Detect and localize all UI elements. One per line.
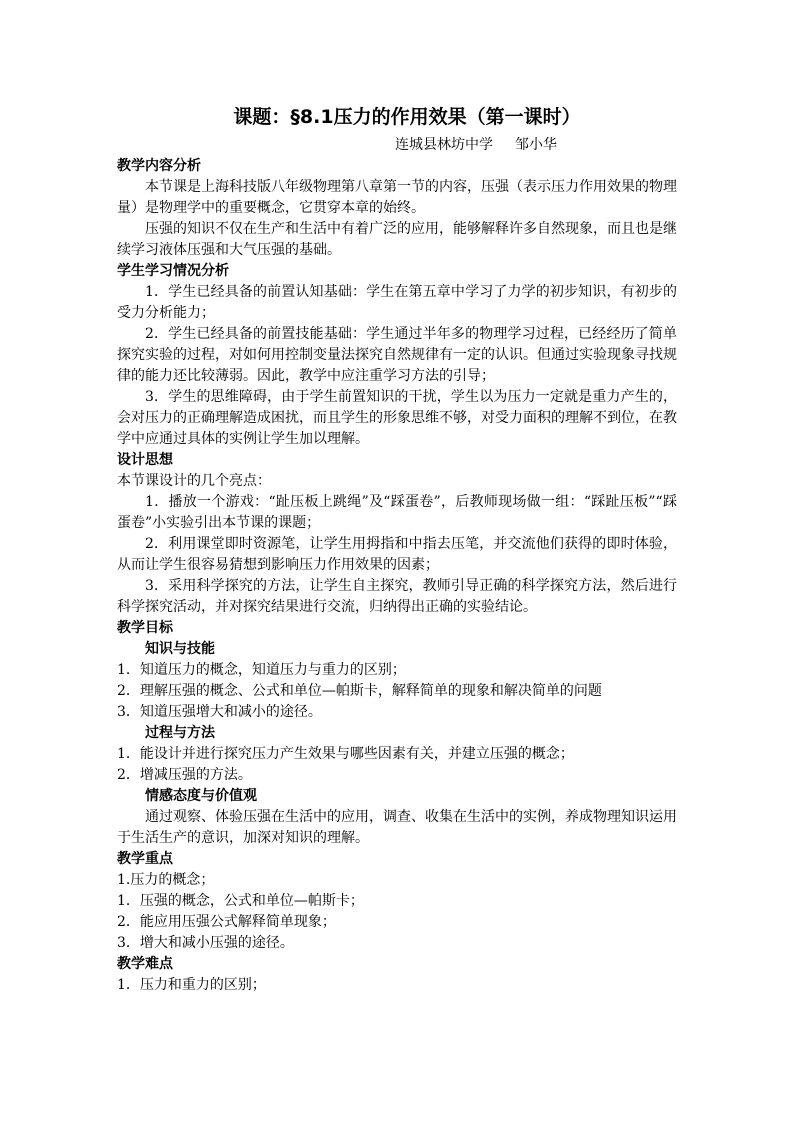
list-item: 1．压强的概念，公式和单位—帕斯卡； — [117, 893, 364, 909]
paragraph: 本节课是上海科技版八年级物理第八章第一节的内容，压强（表示压力作用效果的物理量）是物理学中的重要概念，它贯穿本章的始终。 — [117, 179, 677, 216]
section-heading-difficulties: 教学难点 — [117, 956, 173, 972]
list-item: 3．知道压强增大和减小的途径。 — [117, 704, 322, 720]
document-page — [117, 102, 677, 996]
paragraph: 3．采用科学探究的方法，让学生自主探究，教师引导正确的科学探究方法，然后进行科学探究活动，并对探究结果进行交流，归纳得出正确的实验结论。 — [117, 578, 677, 615]
section-heading-student-analysis: 学生学习情况分析 — [117, 263, 229, 279]
author-name: 邹小华 — [515, 137, 557, 153]
list-item: 1．能设计并进行探究压力产生效果与哪些因素有关，并建立压强的概念； — [117, 746, 574, 762]
subheading-attitude: 情感态度与价值观 — [145, 788, 257, 804]
document-title: 课题：§8.1压力的作用效果（第一课时） — [233, 106, 581, 128]
paragraph: 1．播放一个游戏：“趾压板上跳绳”及“踩蛋卷”，后教师现场做一组：“踩趾压板”“踩蛋卷”小实验引出本节课的课题； — [117, 494, 677, 531]
list-item: 1.压力的概念； — [117, 872, 215, 888]
list-item: 2．增减压强的方法。 — [117, 767, 252, 783]
list-item: 3．增大和减小压强的途径。 — [117, 935, 294, 951]
paragraph: 1．学生已经具备的前置认知基础：学生在第五章中学习了力学的初步知识，有初步的受力分析能力； — [117, 284, 677, 321]
section-heading-objectives: 教学目标 — [117, 620, 173, 636]
author-line — [117, 134, 677, 156]
list-item: 2．理解压强的概念、公式和单位—帕斯卡，解释简单的现象和解决简单的问题 — [117, 683, 602, 699]
section-heading-key-points: 教学重点 — [117, 851, 173, 867]
paragraph: 2．学生已经具备的前置技能基础：学生通过半年多的物理学习过程，已经经历了简单探究实验的过程，对如何用控制变量法探究自然规律有一定的认识。但通过实验现象寻找规律的能力还比较薄弱。因此，教学中应注重学习方法的引导； — [117, 326, 677, 384]
paragraph: 2．利用课堂即时资源笔，让学生用拇指和中指去压笔，并交流他们获得的即时体验，从而让学生很容易猜想到影响压力作用效果的因素； — [117, 536, 677, 573]
paragraph: 通过观察、体验压强在生活中的应用，调查、收集在生活中的实例，养成物理知识运用于生活生产的意识，加深对知识的理解。 — [117, 809, 677, 846]
subheading-process: 过程与方法 — [145, 725, 215, 741]
section-heading-design: 设计思想 — [117, 452, 173, 468]
list-item: 2．能应用压强公式解释简单现象； — [117, 914, 336, 930]
list-item: 1．压力和重力的区别； — [117, 977, 266, 993]
author-school: 连城县林坊中学 — [395, 137, 493, 153]
paragraph: 压强的知识不仅在生产和生活中有着广泛的应用，能够解释许多自然现象，而且也是继续学习液体压强和大气压强的基础。 — [117, 221, 677, 258]
section-heading-content-analysis: 教学内容分析 — [117, 158, 201, 174]
subheading-knowledge: 知识与技能 — [145, 641, 215, 657]
paragraph: 本节课设计的几个亮点： — [117, 473, 271, 489]
paragraph: 3．学生的思维障碍，由于学生前置知识的干扰，学生以为压力一定就是重力产生的，会对压力的正确理解造成困扰，而且学生的形象思维不够，对受力面积的理解不到位，在教学中应通过具体的实例让学生加以理解。 — [117, 389, 677, 447]
list-item: 1．知道压力的概念，知道压力与重力的区别； — [117, 662, 406, 678]
